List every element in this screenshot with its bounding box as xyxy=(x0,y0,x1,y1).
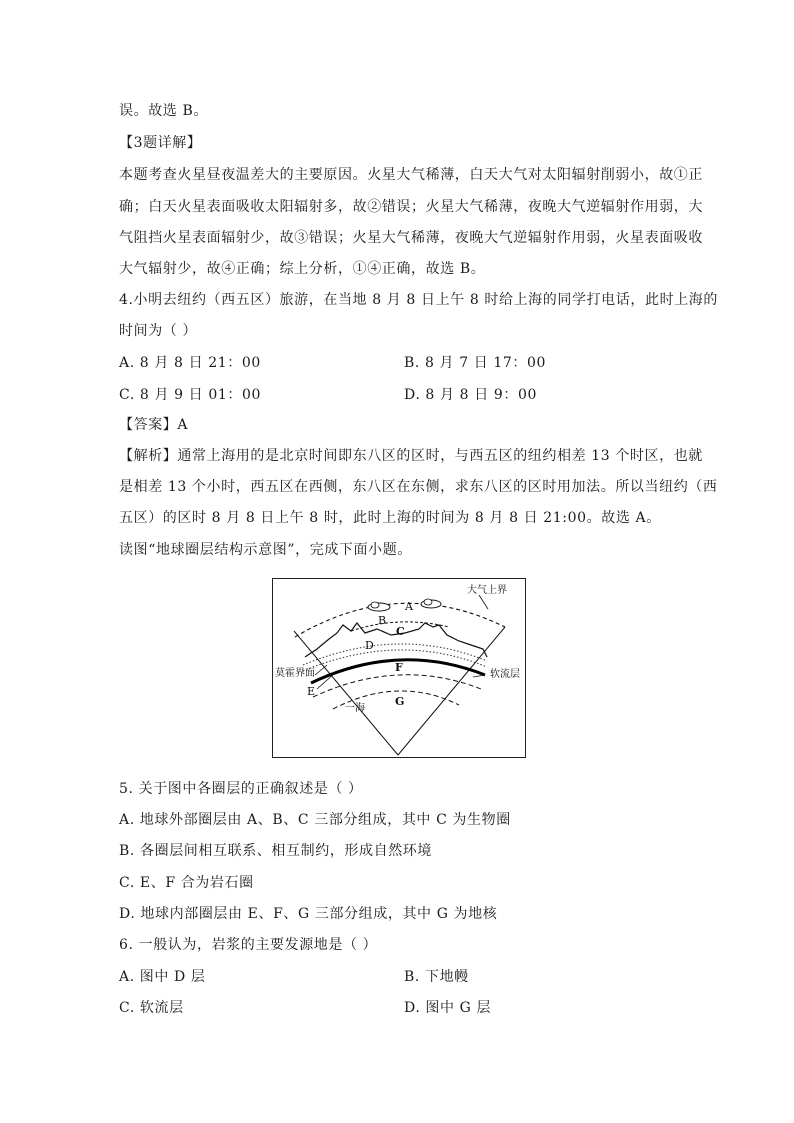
question-5: 5. 关于图中各圈层的正确叙述是（ ） xyxy=(119,781,363,797)
option-d: D. 8 月 8 日 9：00 xyxy=(404,387,537,403)
option-a: A. 8 月 8 日 21：00 xyxy=(119,355,261,371)
label-moho: 莫霍界面 xyxy=(275,668,315,679)
text-line: 大气辐射少，故④正确；综上分析，①④正确，故选 B。 xyxy=(119,261,486,277)
leader-line xyxy=(473,675,485,677)
option-b: B. 下地幔 xyxy=(404,969,469,985)
leader-line xyxy=(479,595,488,609)
option-b: B. 各圈层间相互联系、相互制约，形成自然环境 xyxy=(119,843,432,859)
text-line: 气阻挡火星表面辐射少，故③错误；火星大气稀薄，夜晚大气逆辐射作用弱，火星表面吸收 xyxy=(119,230,703,246)
letter-c: C xyxy=(396,625,405,638)
question-4: 4.小明去纽约（西五区）旅游，在当地 8 月 8 日上午 8 时给上海的同学打电话，此时上海的 xyxy=(119,292,718,308)
text-line: 确；白天火星表面吸收太阳辐射多，故②错误；火星大气稀薄，夜晚大气逆辐射作用弱，大 xyxy=(119,199,703,215)
analysis-line: 【解析】通常上海用的是北京时间即东八区的区时，与西五区的纽约相差 13 个时区，也就 xyxy=(119,448,703,464)
section-header-q3: 【3题详解】 xyxy=(119,135,202,151)
letter-f: F xyxy=(395,661,403,674)
letter-e: E xyxy=(307,685,316,698)
question-6: 6. 一般认为，岩浆的主要发源地是（ ） xyxy=(119,937,378,953)
option-a: A. 图中 D 层 xyxy=(119,969,206,985)
cloud-right xyxy=(421,599,441,608)
label-upper-atmosphere: 大气上界 xyxy=(467,585,507,596)
option-d: D. 图中 G 层 xyxy=(404,1000,492,1016)
sector-right-edge xyxy=(398,627,505,755)
option-c: C. 8 月 9 日 01：00 xyxy=(119,387,261,403)
figure-instruction: 读图“地球圈层结构示意图”，完成下面小题。 xyxy=(119,542,412,558)
analysis-line: 是相差 13 个小时，西五区在西侧，东八区在东侧，求东八区的区时用加法。所以当纽约（西 xyxy=(119,479,718,495)
letter-g: G xyxy=(395,695,405,708)
text-line: 本题考查火星昼夜温差大的主要原因。火星大气稀薄，白天大气对太阳辐射削弱小，故①正 xyxy=(119,167,703,183)
cloud-left xyxy=(368,602,390,611)
question-4-cont: 时间为（ ） xyxy=(119,323,198,339)
earth-sphere-diagram xyxy=(272,578,526,758)
answer: 【答案】A xyxy=(119,417,189,433)
option-c: C. 软流层 xyxy=(119,1000,184,1016)
diagram-svg xyxy=(273,579,527,759)
letter-d: D xyxy=(365,639,374,652)
text-line: 误。故选 B。 xyxy=(119,103,208,119)
analysis-line: 五区）的区时 8 月 8 日上午 8 时，此时上海的时间为 8 月 8 日 21:00。故选 A。 xyxy=(119,510,661,526)
letter-b: B xyxy=(378,614,387,627)
option-b: B. 8 月 7 日 17：00 xyxy=(404,355,547,371)
option-d: D. 地球内部圈层由 E、F、G 三部分组成，其中 G 为地核 xyxy=(119,906,498,922)
leader-line xyxy=(315,665,327,675)
option-c: C. E、F 合为岩石圈 xyxy=(119,875,254,891)
letter-a: A xyxy=(405,600,413,613)
label-fragment: 一海 xyxy=(345,703,365,714)
option-a: A. 地球外部圈层由 A、B、C 三部分组成，其中 C 为生物圈 xyxy=(119,812,511,828)
label-asthenosphere: 软流层 xyxy=(490,669,520,680)
